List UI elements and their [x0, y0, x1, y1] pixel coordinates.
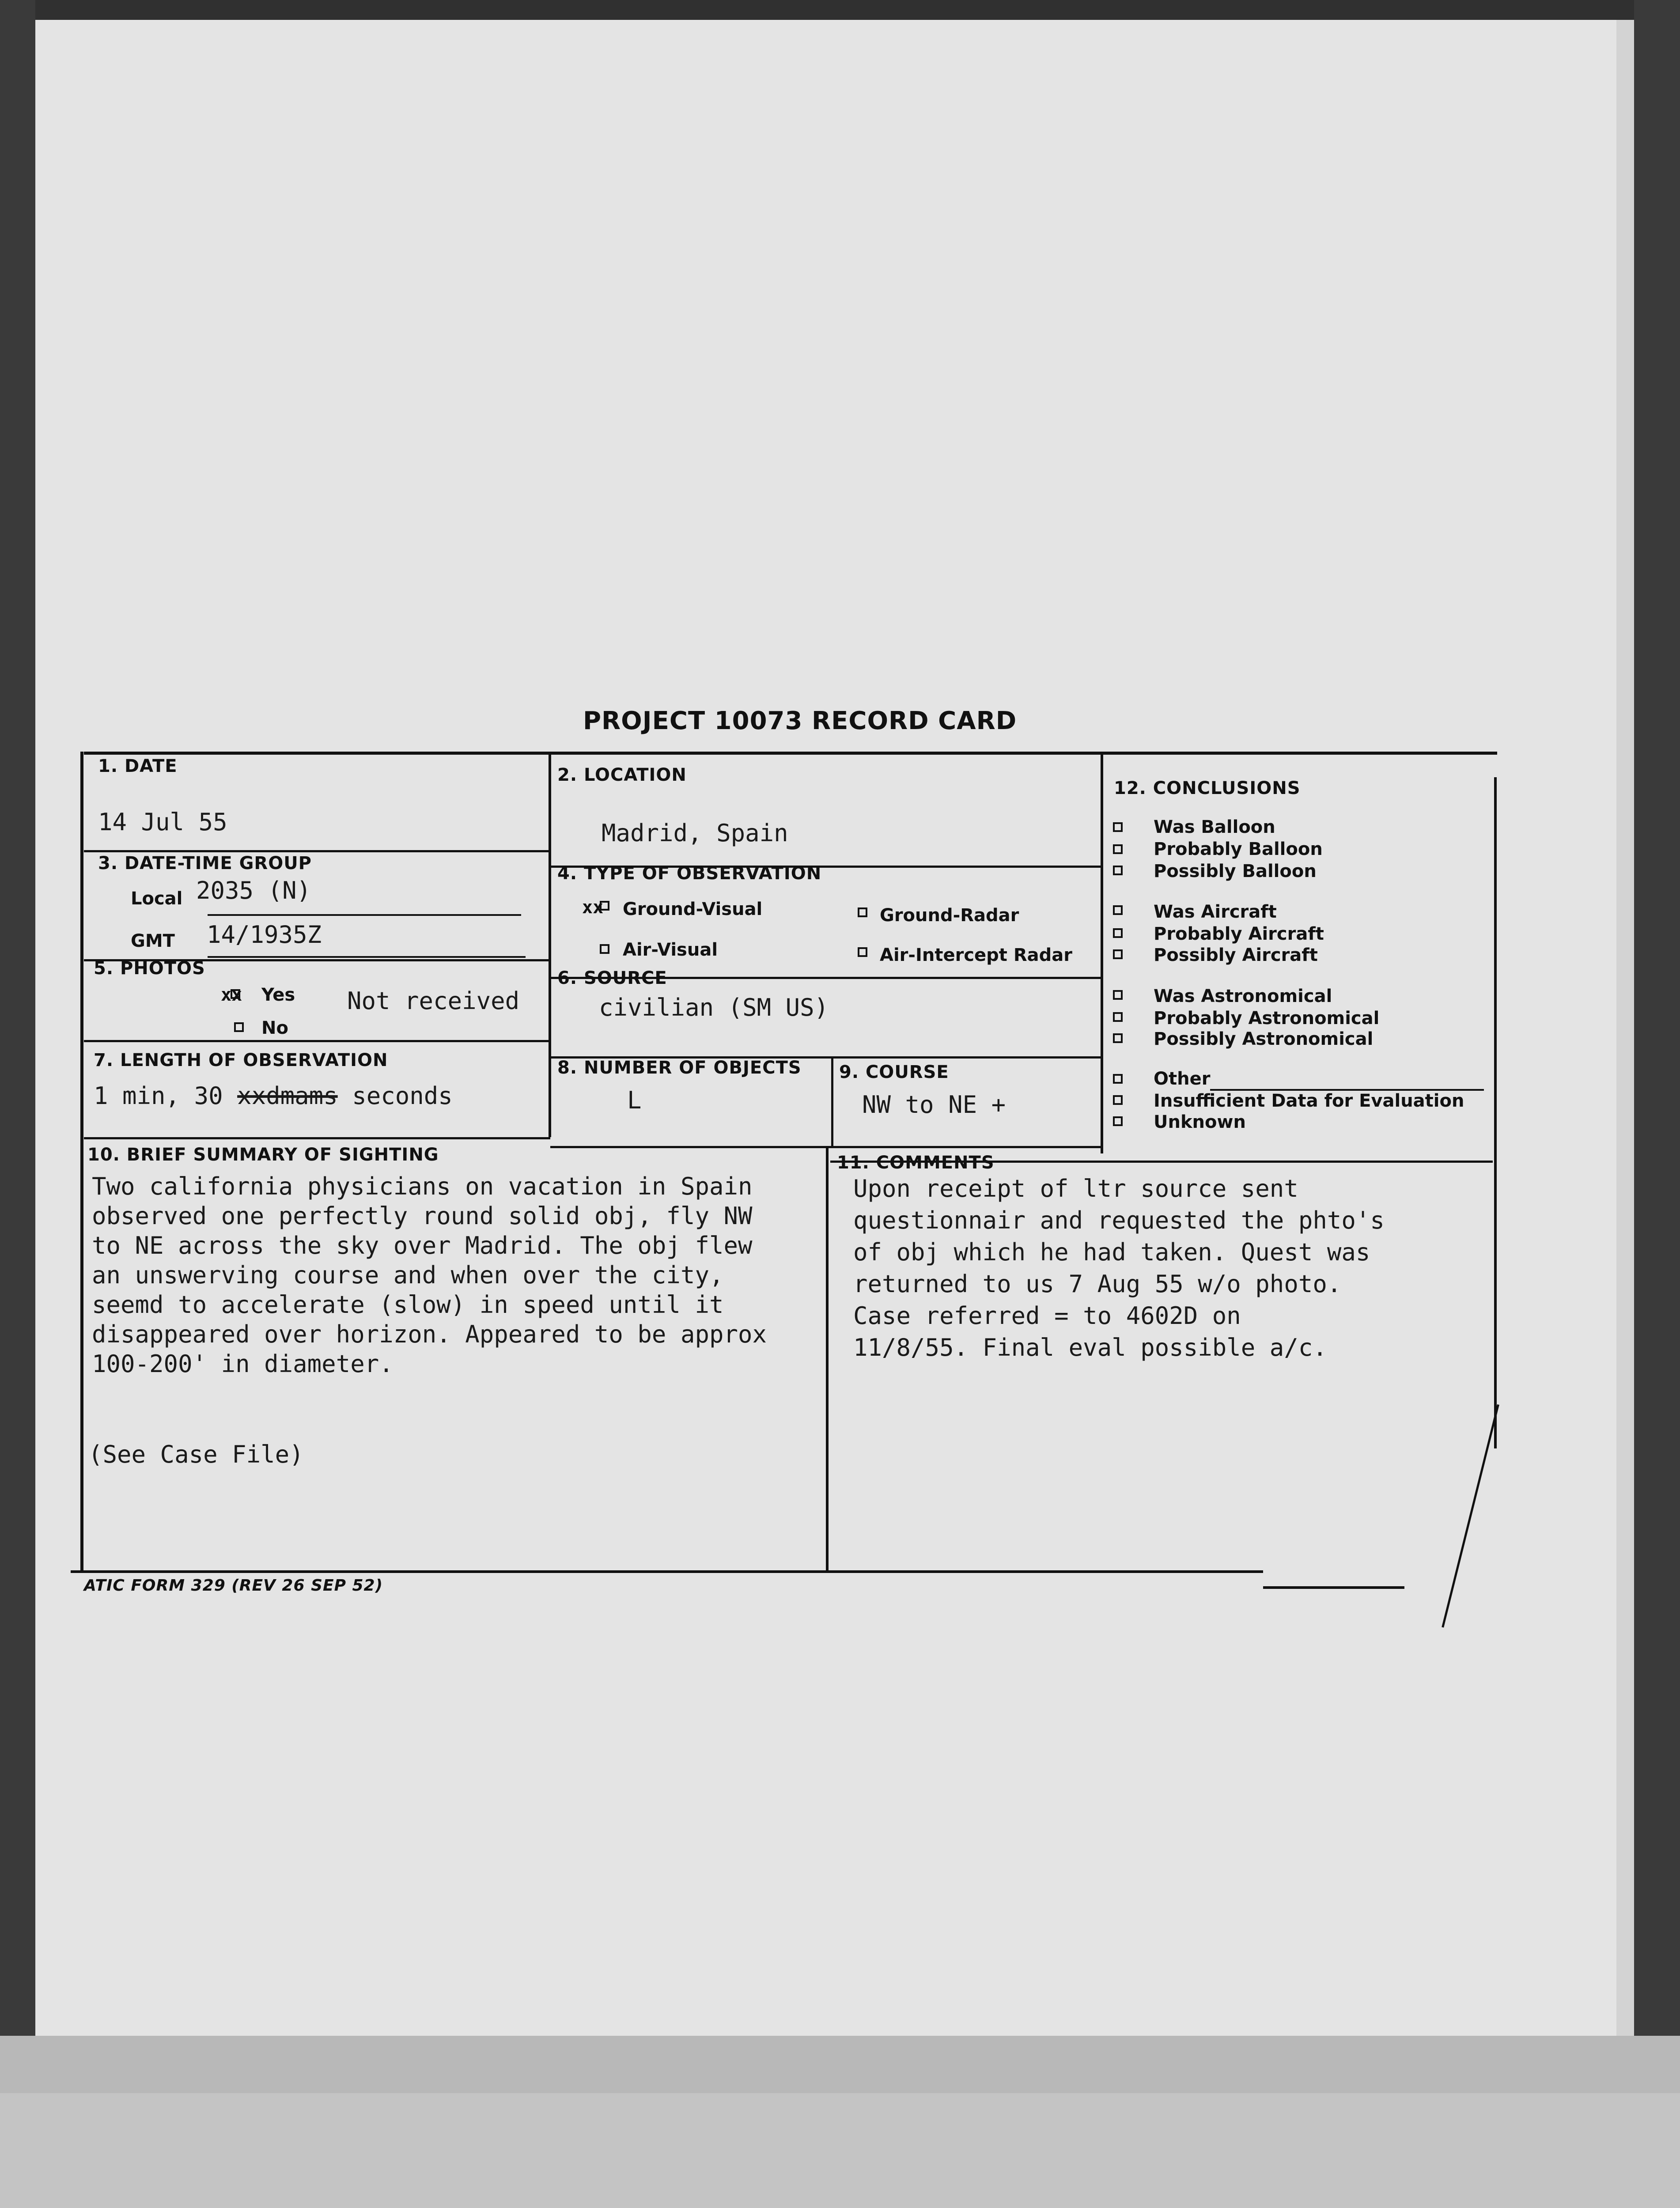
conclusion-checkbox[interactable]	[1113, 1074, 1123, 1084]
conclusion-probably-balloon: Probably Balloon	[1154, 839, 1323, 859]
conclusion-checkbox[interactable]	[1113, 844, 1123, 854]
num-objects-value: L	[627, 1086, 642, 1114]
summary-line: 100-200' in diameter.	[92, 1350, 394, 1378]
conclusion-checkbox[interactable]	[1113, 1116, 1123, 1126]
obs-air-intercept-checkbox[interactable]	[858, 947, 867, 957]
lower-film-band	[0, 2036, 1680, 2093]
conclusion-unknown: Unknown	[1154, 1112, 1246, 1132]
conclusion-checkbox[interactable]	[1113, 1012, 1123, 1022]
obs-ground-visual-checkbox[interactable]	[600, 901, 609, 911]
summary-line: an unswerving course and when over the city,	[92, 1261, 724, 1289]
comments-line: Case referred = to 4602D on	[853, 1302, 1241, 1330]
comments-line: returned to us 7 Aug 55 w/o photo.	[853, 1270, 1342, 1298]
date-value: 14 Jul 55	[98, 808, 227, 836]
comments-label: 11. COMMENTS	[837, 1153, 995, 1173]
see-case-file: (See Case File)	[88, 1440, 304, 1468]
conclusion-checkbox[interactable]	[1113, 905, 1123, 915]
dtg-local-value: 2035 (N)	[196, 877, 311, 904]
photos-label: 5. PHOTOS	[94, 958, 205, 979]
conclusion-possibly-aircraft: Possibly Aircraft	[1154, 945, 1318, 965]
summary-line: disappeared over horizon. Appeared to be approx	[92, 1320, 767, 1348]
conclusion-insufficient-data: Insufficient Data for Evaluation	[1154, 1091, 1464, 1111]
photos-yes-label: Yes	[261, 985, 295, 1005]
conclusion-checkbox[interactable]	[1113, 928, 1123, 938]
location-label: 2. LOCATION	[557, 765, 687, 785]
conclusions-label: 12. CONCLUSIONS	[1114, 778, 1301, 798]
dtg-gmt-value: 14/1935Z	[207, 921, 322, 949]
conclusion-checkbox[interactable]	[1113, 822, 1123, 832]
obs-ground-visual-label: Ground-Visual	[623, 899, 763, 919]
conclusion-checkbox[interactable]	[1113, 1033, 1123, 1043]
conclusion-probably-aircraft: Probably Aircraft	[1154, 924, 1324, 944]
photos-note: Not received	[347, 987, 520, 1015]
form-id: ATIC FORM 329 (REV 26 SEP 52)	[84, 1577, 383, 1595]
summary-line: Two california physicians on vacation in Spain	[92, 1172, 753, 1200]
comments-line: 11/8/55. Final eval possible a/c.	[853, 1334, 1327, 1361]
dtg-label: 3. DATE-TIME GROUP	[98, 853, 312, 873]
conclusion-was-astronomical: Was Astronomical	[1154, 986, 1332, 1006]
conclusion-possibly-balloon: Possibly Balloon	[1154, 861, 1317, 881]
obs-type-label: 4. TYPE OF OBSERVATION	[557, 863, 822, 884]
obs-ground-radar-label: Ground-Radar	[880, 905, 1019, 926]
length-label: 7. LENGTH OF OBSERVATION	[94, 1050, 388, 1070]
scan-edge-left	[0, 0, 35, 2058]
course-label: 9. COURSE	[839, 1062, 949, 1082]
summary-line: seemd to accelerate (slow) in speed until it	[92, 1291, 724, 1319]
obs-ground-visual-mark: xx	[582, 897, 604, 918]
length-struck-word: xxdmams	[237, 1082, 338, 1110]
photos-yes-mark: xx	[221, 985, 242, 1005]
conclusion-checkbox[interactable]	[1113, 1095, 1123, 1105]
conclusion-was-aircraft: Was Aircraft	[1154, 902, 1277, 922]
obs-air-visual-checkbox[interactable]	[600, 944, 609, 954]
conclusion-checkbox[interactable]	[1113, 990, 1123, 1000]
length-value-end: seconds	[352, 1082, 453, 1110]
conclusion-was-balloon: Was Balloon	[1154, 817, 1275, 837]
conclusion-possibly-astronomical: Possibly Astronomical	[1154, 1029, 1374, 1049]
comments-line: questionnair and requested the phto's	[853, 1206, 1385, 1234]
summary-line: observed one perfectly round solid obj, fly NW	[92, 1202, 753, 1230]
conclusion-checkbox[interactable]	[1113, 949, 1123, 959]
source-label: 6. SOURCE	[557, 968, 667, 988]
dtg-gmt-label: GMT	[131, 931, 175, 951]
card-title: PROJECT 10073 RECORD CARD	[583, 707, 1017, 735]
source-value: civilian (SM US)	[599, 994, 829, 1021]
summary-label: 10. BRIEF SUMMARY OF SIGHTING	[87, 1145, 439, 1165]
length-value	[94, 1082, 453, 1110]
date-label: 1. DATE	[98, 756, 178, 776]
comments-line: Upon receipt of ltr source sent	[853, 1175, 1298, 1202]
conclusion-checkbox[interactable]	[1113, 866, 1123, 875]
photos-no-label: No	[261, 1018, 288, 1038]
num-objects-label: 8. NUMBER OF OBJECTS	[557, 1058, 802, 1078]
comments-line: of obj which he had taken. Quest was	[853, 1238, 1370, 1266]
photos-yes-checkbox[interactable]	[231, 989, 240, 999]
obs-ground-radar-checkbox[interactable]	[858, 907, 867, 917]
scan-edge-right	[1634, 0, 1680, 2058]
dtg-local-label: Local	[131, 888, 183, 909]
course-value: NW to NE +	[862, 1091, 1006, 1119]
summary-line: to NE across the sky over Madrid. The obj flew	[92, 1232, 753, 1259]
conclusion-probably-astronomical: Probably Astronomical	[1154, 1008, 1380, 1028]
obs-air-visual-label: Air-Visual	[623, 940, 718, 960]
photos-no-checkbox[interactable]	[234, 1022, 244, 1032]
obs-air-intercept-label: Air-Intercept Radar	[880, 945, 1072, 965]
location-value: Madrid, Spain	[602, 819, 788, 847]
conclusion-other: Other	[1154, 1069, 1211, 1089]
length-value-start: 1 min, 30	[94, 1082, 223, 1110]
scan-edge-top	[0, 0, 1680, 20]
